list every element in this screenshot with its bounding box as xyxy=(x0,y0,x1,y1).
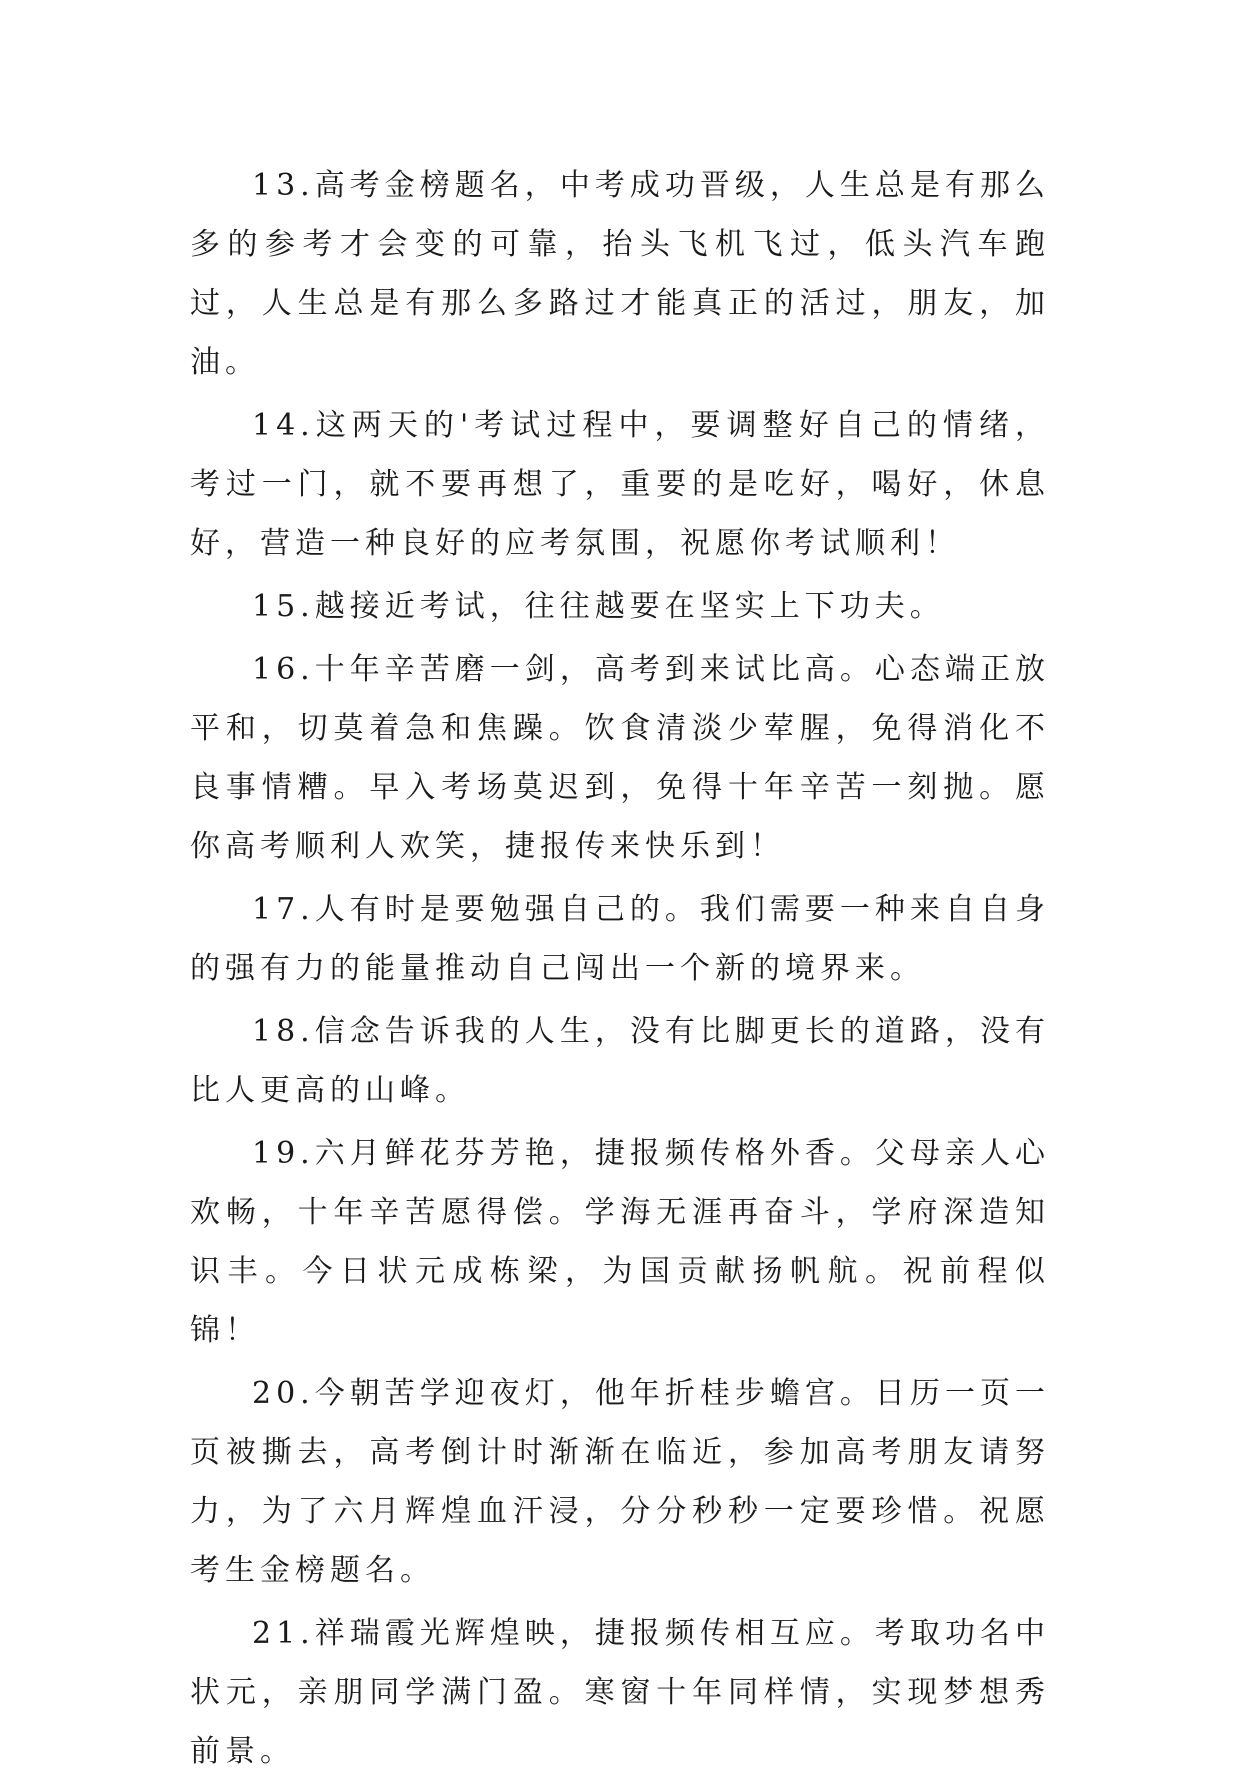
paragraph-16: 16.十年辛苦磨一剑，高考到来试比高。心态端正放平和，切莫着急和焦躁。饮食清淡少荤腥，免得消化不良事情糟。早入考场莫迟到，免得十年辛苦一刻抛。愿你高考顺利人欢笑，捷报传来快乐到！ xyxy=(190,652,1050,864)
paragraph-21: 21.祥瑞霞光辉煌映，捷报频传相互应。考取功名中状元，亲朋同学满门盈。寒窗十年同样情，实现梦想秀前景。 xyxy=(190,1616,1050,1769)
paragraph-19: 19.六月鲜花芬芳艳，捷报频传格外香。父母亲人心欢畅，十年辛苦愿得偿。学海无涯再奋斗，学府深造知识丰。今日状元成栋梁，为国贡献扬帆航。祝前程似锦！ xyxy=(190,1136,1050,1348)
paragraph-20: 20.今朝苦学迎夜灯，他年折桂步蟾宫。日历一页一页被撕去，高考倒计时渐渐在临近，参加高考朋友请努力，为了六月辉煌血汗浸，分分秒秒一定要珍惜。祝愿考生金榜题名。 xyxy=(190,1376,1050,1588)
paragraph-15: 15.越接近考试，往往越要在坚实上下功夫。 xyxy=(252,589,945,624)
paragraph-14: 14.这两天的'考试过程中，要调整好自己的情绪，考过一门，就不要再想了，重要的是吃好，喝好，休息好，营造一种良好的应考氛围，祝愿你考试顺利！ xyxy=(190,408,1050,561)
paragraph-17: 17.人有时是要勉强自己的。我们需要一种来自自身的强有力的能量推动自己闯出一个新的境界来。 xyxy=(190,892,1050,986)
document-body xyxy=(190,156,1050,1785)
paragraph-18: 18.信念告诉我的人生，没有比脚更长的道路，没有比人更高的山峰。 xyxy=(190,1014,1050,1108)
paragraph-13: 13.高考金榜题名，中考成功晋级，人生总是有那么多的参考才会变的可靠，抬头飞机飞过，低头汽车跑过，人生总是有那么多路过才能真正的活过，朋友，加油。 xyxy=(190,168,1050,380)
